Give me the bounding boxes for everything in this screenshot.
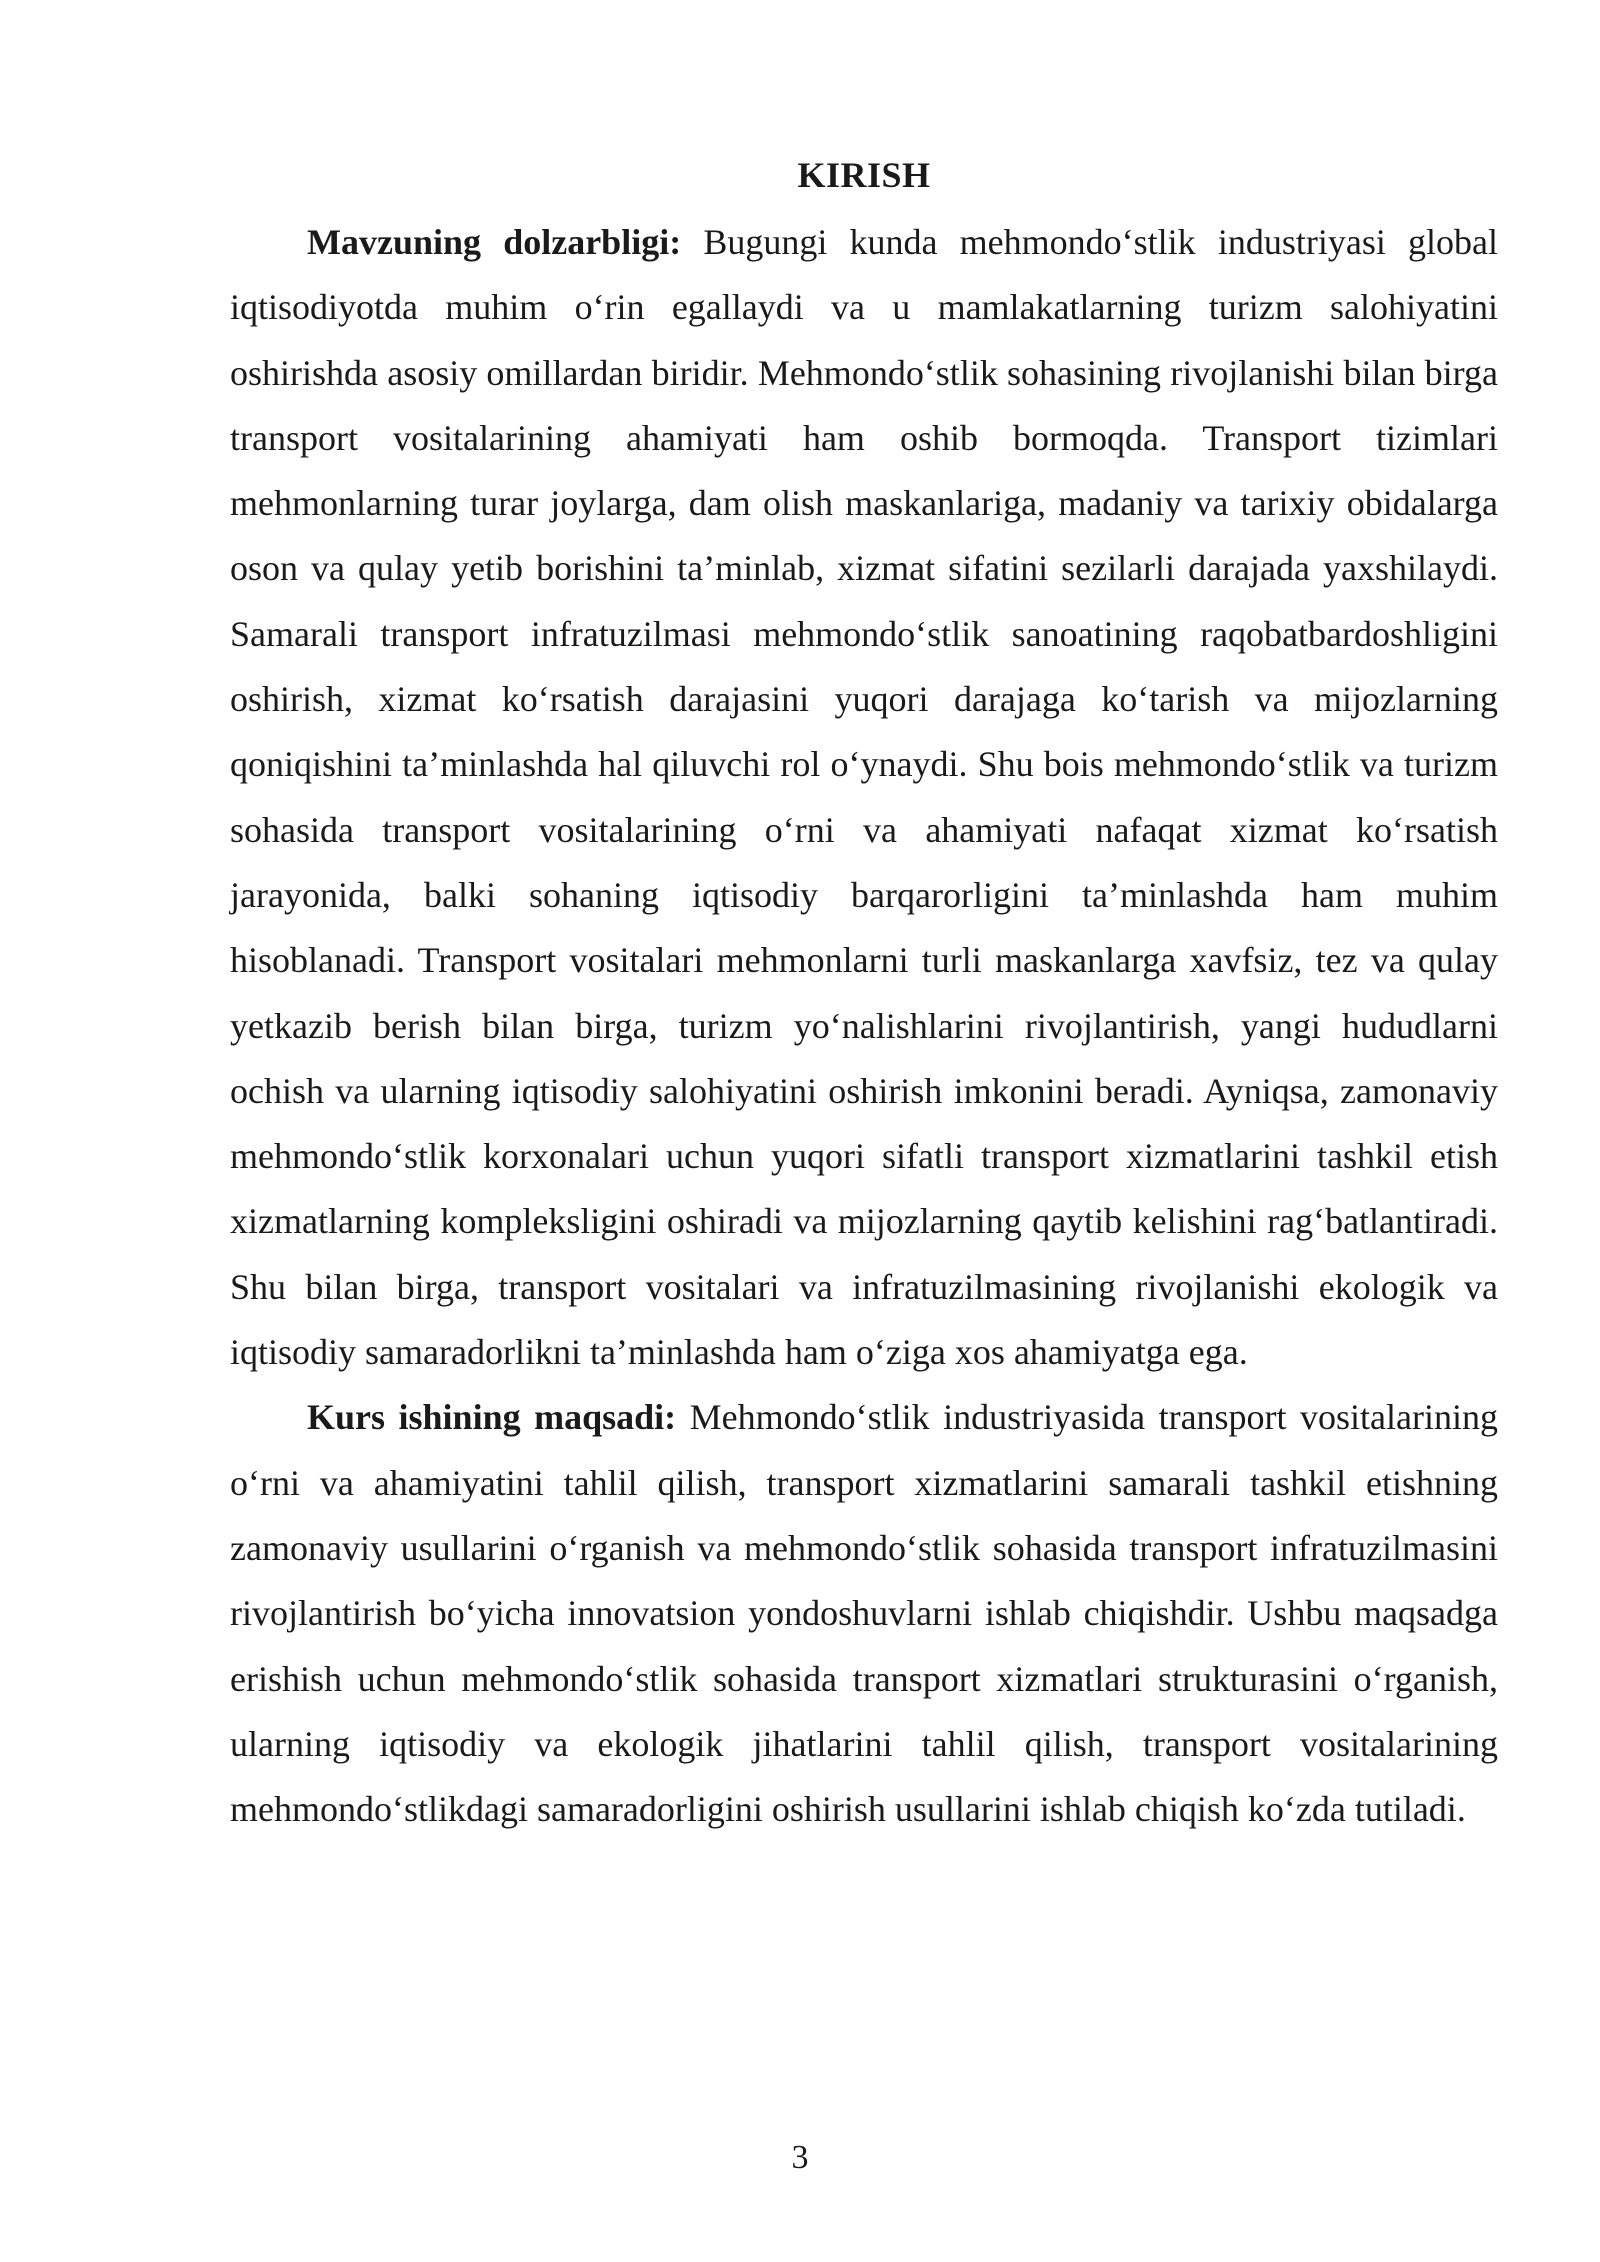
paragraph-goal [230,1385,1498,1842]
page-number: 3 [791,2139,809,2176]
section-heading: KIRISH [797,155,931,195]
paragraph-lead-goal: Kurs ishining maqsadi: [307,1397,677,1438]
paragraph-text-goal: Mehmondo‘stlik industriyasida transport vositalarining o‘rni va ahamiyatini tahlil qilish, transport xizmatlarini samarali tashkil etishning zamonaviy usullarini o‘rganish va mehmondo‘stlik sohasida transport infratuzilmasini rivojlantirish bo‘yicha innovatsion yondoshuvlarni ishlab chiqishdir. Ushbu maqsadga erishish uchun mehmondo‘stlik sohasida transport xizmatlari strukturasini o‘rganish, ularning iqtisodiy va ekologik jihatlarini tahlil qilish, transport vositalarining mehmondo‘stlikdagi samaradorligini oshirish usullarini ishlab chiqish ko‘zda tutiladi. [230,1397,1499,1830]
body-text [230,210,1498,1842]
paragraph-lead-relevance: Mavzuning dolzarbligi: [307,222,682,262]
paragraph-relevance [230,210,1498,1385]
paragraph-text-relevance: Bugungi kunda mehmondo‘stlik industriyasi global iqtisodiyotda muhim o‘rin egallaydi va u mamlakatlarning turizm salohiyatini oshirishda asosiy omillardan biridir. Mehmondo‘stlik sohasining rivojlanishi bilan birga transport vositalarining ahamiyati ham oshib bormoqda. Transport tizimlari mehmonlarning turar joylarga, dam olish maskanlariga, madaniy va tarixiy obidalarga oson va qulay yetib borishini ta’minlab, xizmat sifatini sezilarli darajada yaxshilaydi. Samarali transport infratuzilmasi mehmondo‘stlik sanoatining raqobatbardoshligini oshirish, xizmat ko‘rsatish darajasini yuqori darajaga ko‘tarish va mijozlarning qoniqishini ta’minlashda hal qiluvchi rol o‘ynaydi. Shu bois mehmondo‘stlik va turizm sohasida transport vositalarining o‘rni va ahamiyati nafaqat xizmat ko‘rsatish jarayonida, balki sohaning iqtisodiy barqarorligini ta’minlashda ham muhim hisoblanadi. Transport vositalari mehmonlarni turli maskanlarga xavfsiz, tez va qulay yetkazib berish bilan birga, turizm yo‘nalishlarini rivojlantirish, yangi hududlarni ochish va ularning iqtisodiy salohiyatini oshirish imkonini beradi. Ayniqsa, zamonaviy mehmondo‘stlik korxonalari uchun yuqori sifatli transport xizmatlarini tashkil etish xizmatlarning kompleksligini oshiradi va mijozlarning qaytib kelishini rag‘batlantiradi. Shu bilan birga, transport vositalari va infratuzilmasining rivojlanishi ekologik va iqtisodiy samaradorlikni ta’minlashda ham o‘ziga xos ahamiyatga ega. [230,222,1498,1373]
